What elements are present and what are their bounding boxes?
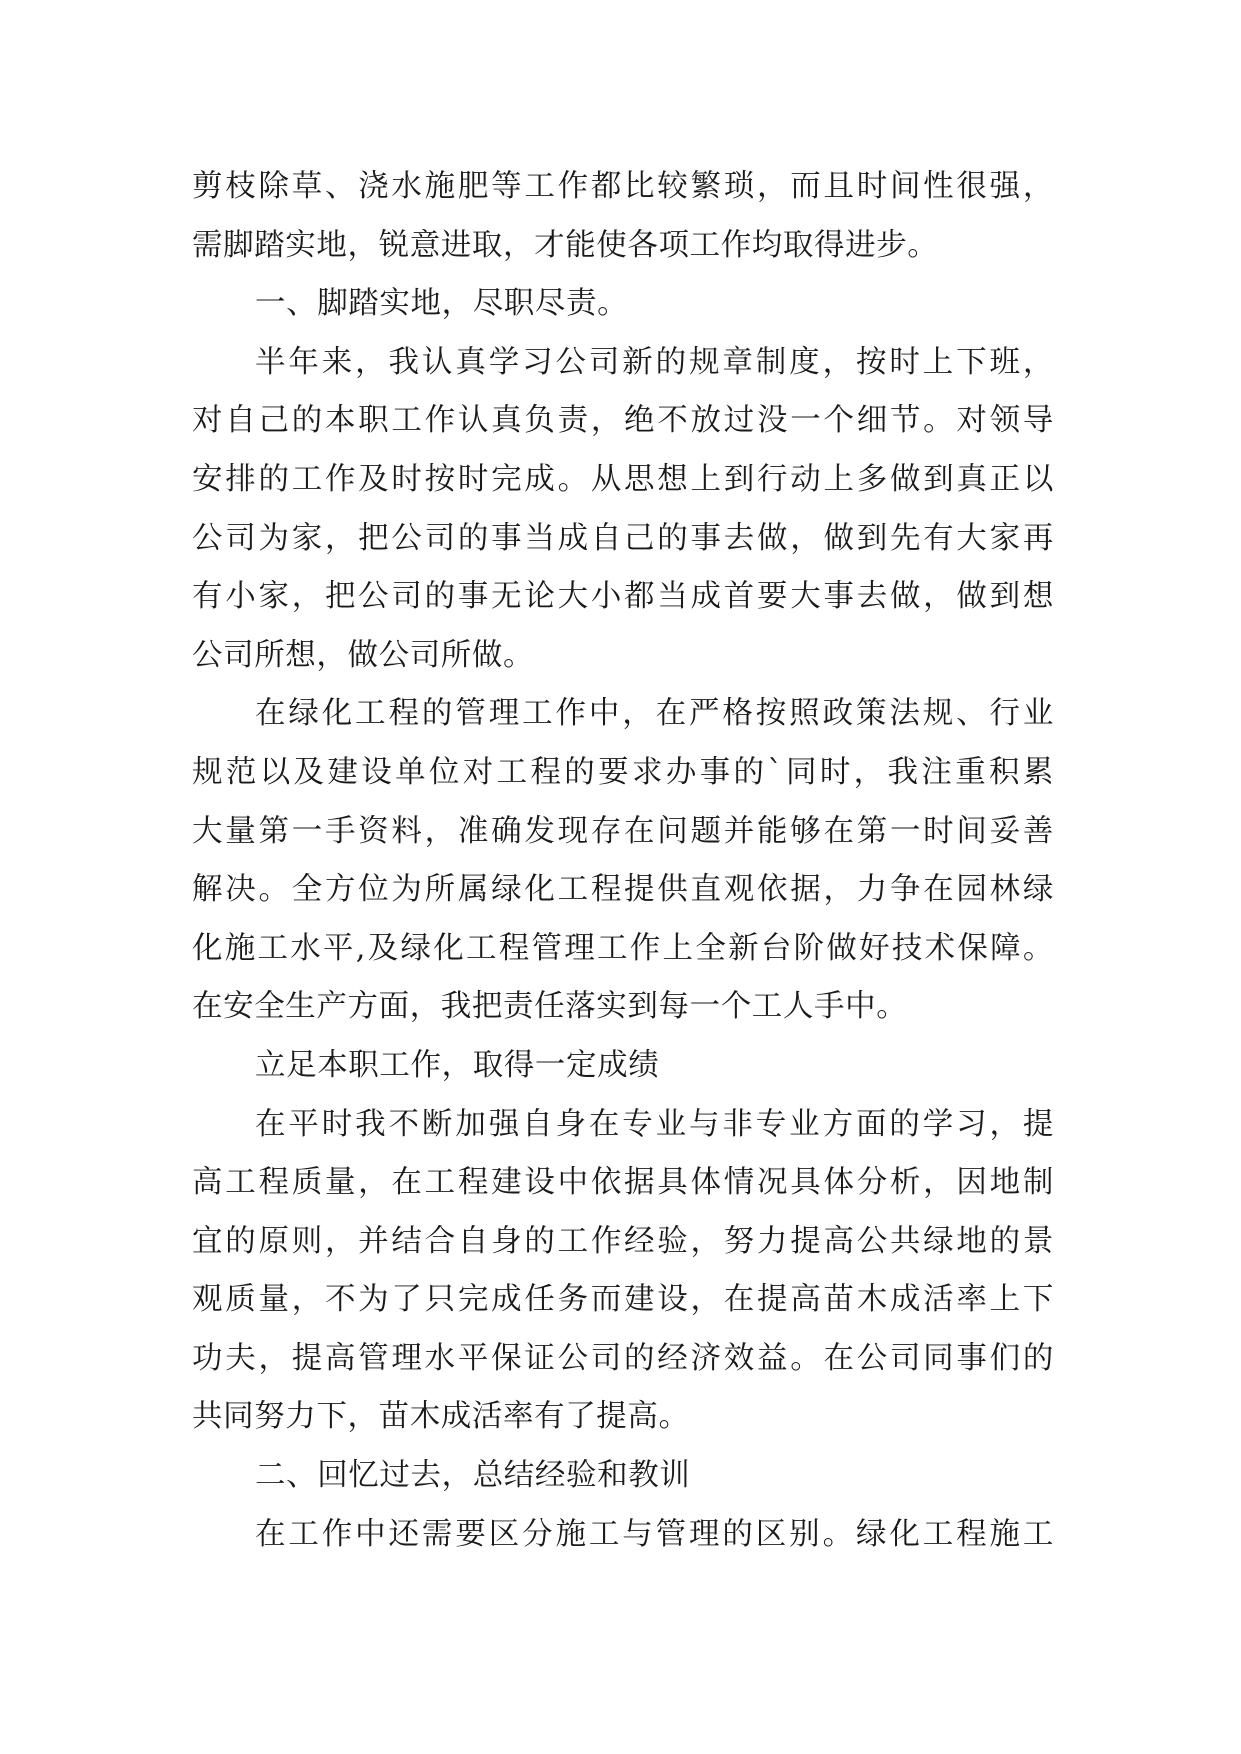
text-line: 对自己的本职工作认真负责，绝不放过没一个细节。对领导 [192,403,1054,439]
text-line: 需脚踏实地，锐意进取，才能使各项工作均取得进步。 [192,227,939,263]
text-line: 共同努力下，苗木成活率有了提高。 [192,1399,690,1435]
text-line: 有小家，把公司的事无论大小都当成首要大事去做，做到想 [192,579,1054,615]
text-line: 公司为家，把公司的事当成自己的事去做，做到先有大家再 [192,520,1054,556]
text-line: 在平时我不断加强自身在专业与非专业方面的学习，提 [255,1106,1054,1142]
text-line: 观质量，不为了只完成任务而建设，在提高苗木成活率上下 [192,1282,1054,1318]
text-line: 化施工水平,及绿化工程管理工作上全新台阶做好技术保障。 [192,930,1054,966]
text-line: 在安全生产方面，我把责任落实到每一个工人手中。 [192,989,908,1025]
text-line: 二、回忆过去，总结经验和教训 [255,1458,691,1494]
text-line: 在绿化工程的管理工作中，在严格按照政策法规、行业 [255,696,1054,732]
text-line: 解决。全方位为所属绿化工程提供直观依据，力争在园林绿 [192,872,1054,908]
document-body [192,158,1054,1564]
text-line: 一、脚踏实地，尽职尽责。 [255,286,629,322]
text-line: 公司所想，做公司所做。 [192,637,535,673]
text-line: 剪枝除草、浇水施肥等工作都比较繁琐，而且时间性很强， [192,169,1054,204]
text-line: 立足本职工作，取得一定成绩 [255,1047,660,1083]
text-line: 半年来，我认真学习公司新的规章制度，按时上下班， [255,344,1054,380]
text-line: 宜的原则，并结合自身的工作经验，努力提高公共绿地的景 [192,1223,1054,1259]
text-line: 安排的工作及时按时完成。从思想上到行动上多做到真正以 [192,461,1054,497]
text-line: 高工程质量，在工程建设中依据具体情况具体分析，因地制 [192,1165,1054,1201]
text-line: 功夫，提高管理水平保证公司的经济效益。在公司同事们的 [192,1340,1054,1376]
text-line: 大量第一手资料，准确发现存在问题并能够在第一时间妥善 [192,813,1054,849]
text-line: 在工作中还需要区分施工与管理的区别。绿化工程施工 [255,1516,1054,1552]
text-line: 规范以及建设单位对工程的要求办事的`同时，我注重积累 [192,754,1054,790]
